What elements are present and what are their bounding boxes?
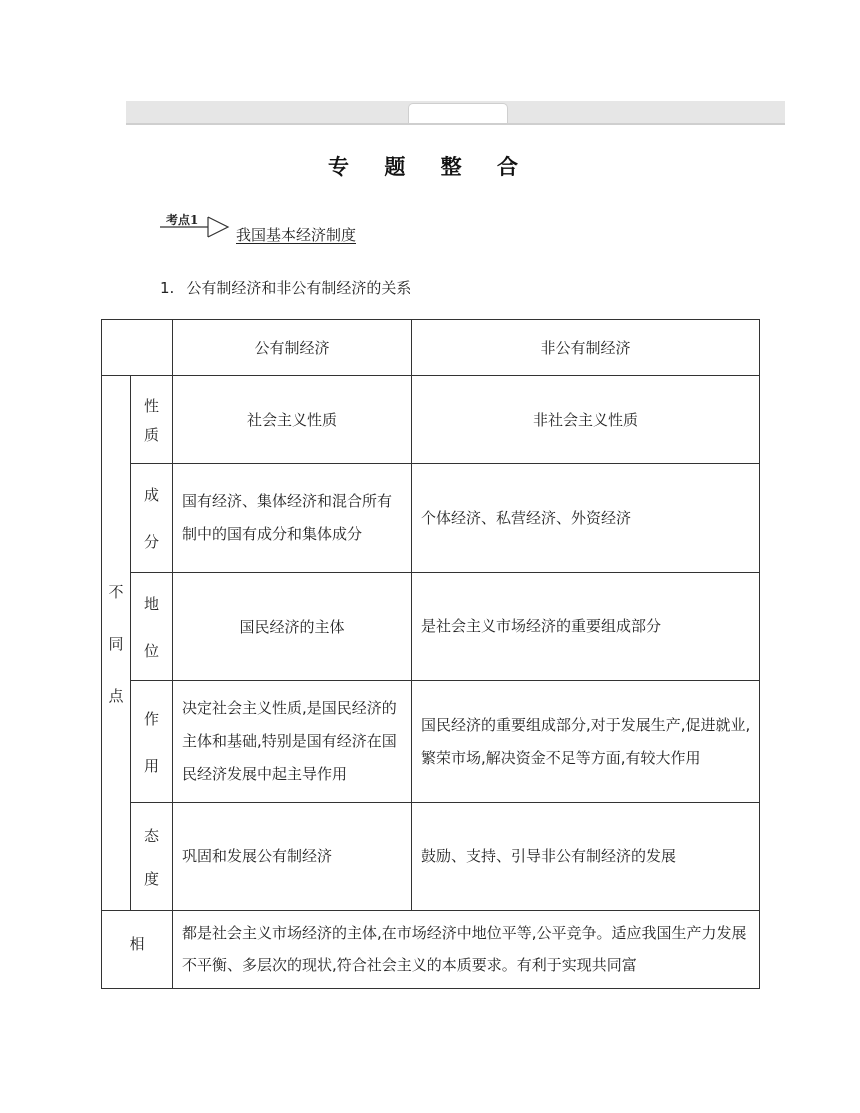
nonpublic-cell: 个体经济、私营经济、外资经济 [412, 464, 760, 573]
aspect-char: 地 [143, 594, 159, 613]
aspect-char: 度 [143, 869, 159, 888]
table-row [102, 681, 760, 803]
aspect-char: 分 [143, 533, 159, 551]
table-row-same [102, 911, 760, 989]
nonpublic-cell: 是社会主义市场经济的重要组成部分 [412, 573, 760, 681]
group-label-char: 点 [108, 686, 124, 705]
table-row [102, 803, 760, 911]
aspect-char: 作 [143, 709, 159, 728]
page-title: 专 题 整 合 [328, 154, 532, 179]
kaodian-label: 考点1 [166, 213, 199, 227]
table-header-row [102, 320, 760, 376]
table-row [102, 376, 760, 464]
nonpublic-cell: 国民经济的重要组成部分,对于发展生产,促进就业,繁荣市场,解决资金不足等方面,有较大作用 [412, 681, 760, 803]
aspect-char: 用 [143, 756, 159, 775]
aspect-cell [131, 803, 173, 911]
public-cell: 国民经济的主体 [173, 573, 412, 681]
same-label: 相 [102, 911, 173, 989]
header-public: 公有制经济 [173, 320, 412, 376]
section-title: 公有制经济和非公有制经济的关系 [186, 279, 412, 297]
nonpublic-cell: 鼓励、支持、引导非公有制经济的发展 [412, 803, 760, 911]
aspect-cell [131, 681, 173, 803]
public-cell: 决定社会主义性质,是国民经济的主体和基础,特别是国有经济在国民经济发展中起主导作用 [173, 681, 412, 803]
table-row [102, 464, 760, 573]
header-nonpublic: 非公有制经济 [412, 320, 760, 376]
same-text: 都是社会主义市场经济的主体,在市场经济中地位平等,公平竞争。适应我国生产力发展不平衡、多层次的现状,符合社会主义的本质要求。有利于实现共同富 [173, 911, 760, 989]
header-tab [408, 103, 508, 123]
group-label-differences [102, 376, 131, 911]
aspect-char: 位 [143, 641, 159, 660]
aspect-char: 性 [143, 396, 159, 415]
public-cell: 社会主义性质 [173, 376, 412, 464]
public-cell: 巩固和发展公有制经济 [173, 803, 412, 911]
group-label-char: 不 [108, 582, 124, 601]
public-cell: 国有经济、集体经济和混合所有制中的国有成分和集体成分 [173, 464, 412, 573]
group-label-char: 同 [108, 634, 124, 653]
aspect-char: 质 [143, 425, 159, 444]
section-heading [160, 277, 411, 298]
kaodian-badge [160, 210, 234, 238]
aspect-char: 态 [143, 826, 159, 845]
nonpublic-cell: 非社会主义性质 [412, 376, 760, 464]
aspect-cell [131, 376, 173, 464]
corner-cell [102, 320, 173, 376]
section-number: 1. [160, 279, 175, 297]
aspect-cell [131, 464, 173, 573]
comparison-table [101, 319, 760, 989]
table-row [102, 573, 760, 681]
aspect-char: 成 [143, 486, 159, 504]
aspect-cell [131, 573, 173, 681]
kaodian-topic: 我国基本经济制度 [236, 226, 357, 244]
